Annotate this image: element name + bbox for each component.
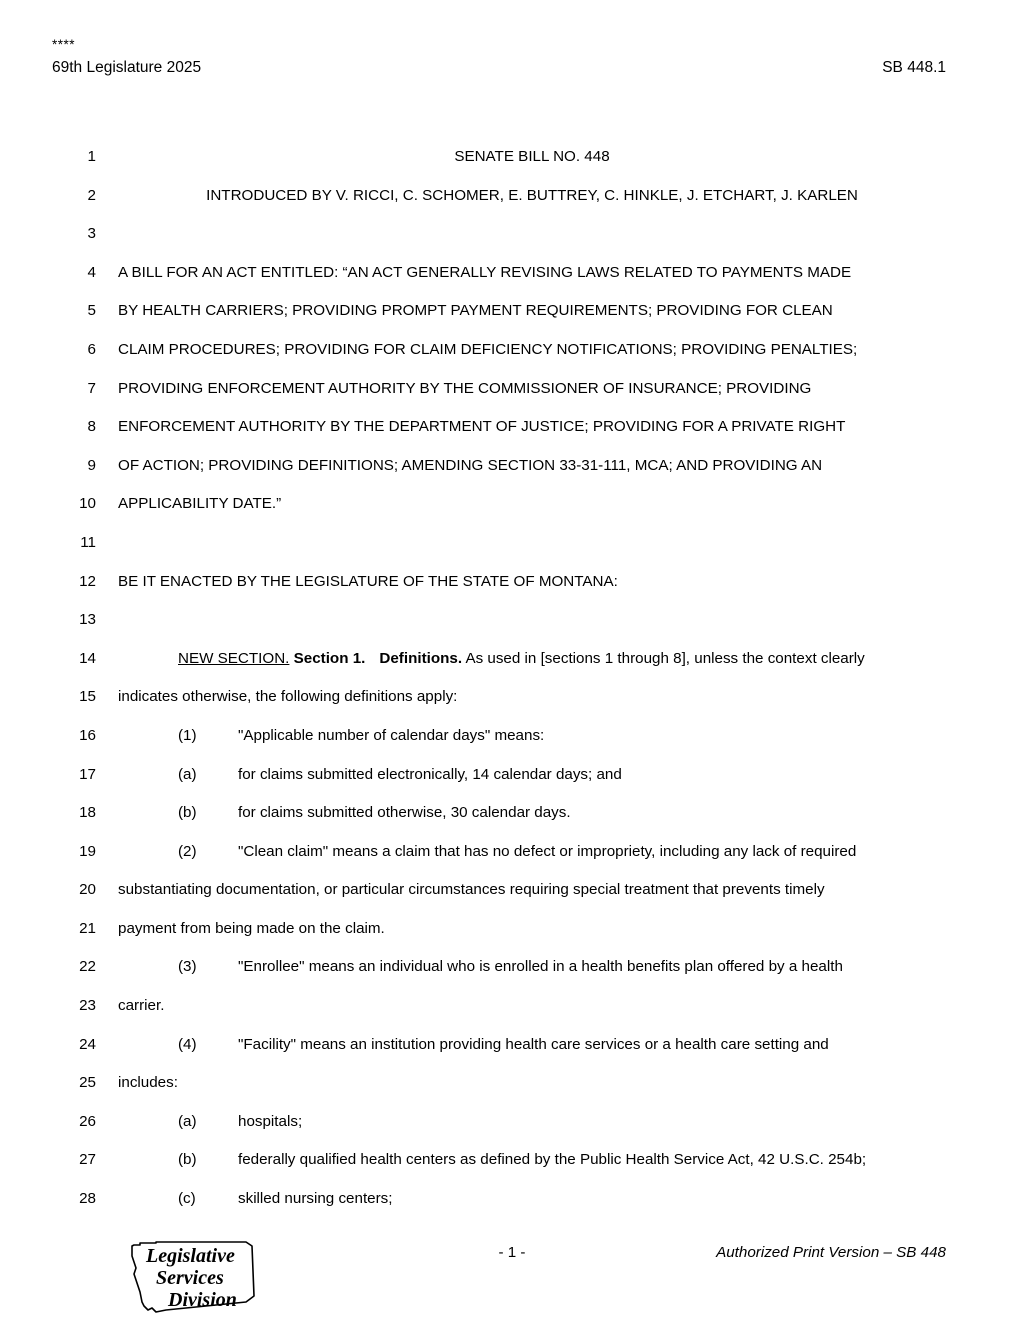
bill-line [0,1141,1024,1180]
bill-line [0,292,1024,331]
page-number: - 1 - [498,1244,526,1261]
line-text: PROVIDING ENFORCEMENT AUTHORITY BY THE COMMISSIONER OF INSURANCE; PROVIDING [118,379,812,397]
bill-line [0,794,1024,833]
bill-line [0,447,1024,486]
line-number: 23 [79,997,96,1015]
line-text: payment from being made on the claim. [118,919,385,937]
line-text: "Applicable number of calendar days" means: [238,726,545,744]
bill-line [0,138,1024,177]
line-number: 6 [87,340,96,358]
line-number: 8 [87,418,96,436]
line-text: federally qualified health centers as defined by the Public Health Service Act, 42 U.S.C. 254b; [238,1151,867,1169]
line-text: "Facility" means an institution providing health care services or a health care setting and [238,1035,829,1053]
list-enumerator: (b) [178,804,197,822]
line-text: "Clean claim" means a claim that has no defect or impropriety, including any lack of required [238,842,857,860]
line-number: 21 [79,919,96,937]
bill-line [0,678,1024,717]
line-text: indicates otherwise, the following definitions apply: [118,688,458,706]
line-text: includes: [118,1074,178,1092]
line-text: for claims submitted electronically, 14 calendar days; and [238,765,622,783]
line-number: 27 [79,1151,96,1169]
line-text: INTRODUCED BY V. RICCI, C. SCHOMER, E. BUTTREY, C. HINKLE, J. ETCHART, J. KARLEN [206,186,858,204]
logo-text-legislative: Legislative [146,1245,235,1267]
line-text: CLAIM PROCEDURES; PROVIDING FOR CLAIM DEFICIENCY NOTIFICATIONS; PROVIDING PENALTIES; [118,340,858,358]
bill-line [0,1026,1024,1065]
line-number: 19 [79,842,96,860]
bill-line [0,254,1024,293]
list-enumerator: (b) [178,1151,197,1169]
page-header [52,38,946,78]
list-enumerator: (4) [178,1035,197,1053]
logo-text-division: Division [168,1289,237,1311]
section-body-text: As used in [sections 1 through 8], unless the context clearly [465,649,865,667]
bill-line [0,1180,1024,1219]
line-number: 10 [79,495,96,513]
line-number: 22 [79,958,96,976]
line-number: 9 [87,456,96,474]
line-text: skilled nursing centers; [238,1190,393,1208]
header-row [52,58,946,78]
line-number: 3 [87,225,96,243]
line-text: substantiating documentation, or particular circumstances requiring special treatment that prevents timely [118,881,825,899]
bill-text-body [0,138,1024,1219]
line-text: "Enrollee" means an individual who is enrolled in a health benefits plan offered by a health [238,958,843,976]
line-number: 1 [87,148,96,165]
bill-line [0,563,1024,602]
list-enumerator: (2) [178,842,197,860]
bill-line [0,524,1024,563]
line-number: 13 [79,611,96,629]
bill-line [0,1103,1024,1142]
bill-code-label: SB 448.1 [882,59,946,76]
bill-line [0,640,1024,679]
bill-line [0,948,1024,987]
line-number: 15 [79,688,96,706]
line-number: 2 [87,186,96,204]
list-enumerator: (c) [178,1190,196,1208]
bill-line [0,408,1024,447]
line-text: BE IT ENACTED BY THE LEGISLATURE OF THE STATE OF MONTANA: [118,572,618,590]
line-number: 5 [87,302,96,320]
line-number: 18 [79,804,96,822]
line-number: 26 [79,1112,96,1130]
line-number: 7 [87,379,96,397]
bill-line [0,871,1024,910]
line-number: 28 [79,1190,96,1208]
line-text: SENATE BILL NO. 448 [454,148,610,165]
list-enumerator: (a) [178,1112,197,1130]
bill-line [0,910,1024,949]
bill-line [0,833,1024,872]
section-number-label: Section 1. [293,649,366,667]
line-text: A BILL FOR AN ACT ENTITLED: “AN ACT GENERALLY REVISING LAWS RELATED TO PAYMENTS MADE [118,263,852,281]
legislature-session-label: 69th Legislature 2025 [52,59,202,76]
line-number: 24 [79,1035,96,1053]
print-version-label: Authorized Print Version – SB 448 [716,1244,946,1261]
list-enumerator: (1) [178,726,197,744]
bill-line [0,331,1024,370]
bill-line [0,215,1024,254]
bill-line [0,370,1024,409]
line-text: ENFORCEMENT AUTHORITY BY THE DEPARTMENT OF JUSTICE; PROVIDING FOR A PRIVATE RIGHT [118,418,846,436]
bill-line [0,177,1024,216]
bill-line [0,485,1024,524]
line-text: carrier. [118,997,165,1015]
line-number: 11 [80,533,96,551]
line-text: for claims submitted otherwise, 30 calendar days. [238,804,571,822]
line-text: APPLICABILITY DATE.” [118,495,282,513]
line-number: 25 [79,1074,96,1092]
line-number: 14 [79,649,96,667]
bill-line [0,756,1024,795]
page-footer [0,1236,1024,1316]
bill-line [0,601,1024,640]
line-number: 20 [79,881,96,899]
list-enumerator: (a) [178,765,197,783]
line-number: 17 [79,765,96,783]
line-text: BY HEALTH CARRIERS; PROVIDING PROMPT PAYMENT REQUIREMENTS; PROVIDING FOR CLEAN [118,302,833,320]
bill-line [0,1064,1024,1103]
line-text: OF ACTION; PROVIDING DEFINITIONS; AMENDING SECTION 33-31-111, MCA; AND PROVIDING AN [118,456,823,474]
bill-line [0,717,1024,756]
line-number: 12 [79,572,96,590]
header-asterisks: **** [52,37,76,52]
list-enumerator: (3) [178,958,197,976]
line-number: 4 [87,263,96,281]
bill-line [0,987,1024,1026]
line-number: 16 [79,726,96,744]
section-title-label: Definitions. [379,649,463,667]
logo-text-services: Services [156,1267,224,1289]
line-text: hospitals; [238,1112,303,1130]
new-section-label: NEW SECTION. [178,649,290,667]
section-heading-line [178,640,948,679]
